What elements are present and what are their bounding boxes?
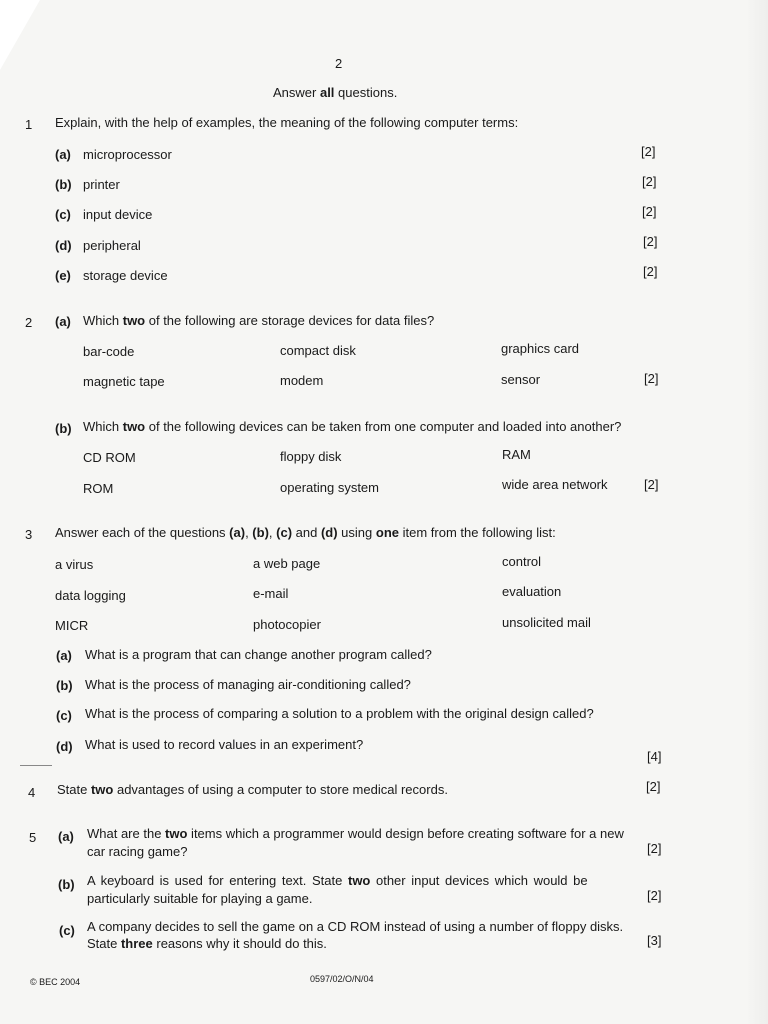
q1a-mark: [2] — [641, 144, 656, 159]
q2b-bold: two — [122, 419, 146, 434]
q1c-mark: [2] — [642, 204, 657, 219]
q3-stem-post: item from the following list: — [399, 525, 556, 540]
q1-stem: Explain, with the help of examples, the meaning of the following computer terms: — [55, 115, 519, 130]
footer-code: 0597/02/O/N/04 — [310, 974, 374, 984]
q2a-pre: Which — [83, 313, 123, 328]
q5c-post: reasons why it should do this. — [152, 936, 327, 951]
q3b-label: (b) — [56, 678, 73, 693]
q4-pre: State — [57, 782, 91, 797]
q5a-line1 — [87, 826, 624, 841]
q5a-post: items which a programmer would design before creating software for a new — [187, 826, 624, 841]
q3-stem-comma: , — [268, 525, 277, 540]
q5a-label: (a) — [58, 829, 74, 844]
q2a-option: sensor — [501, 372, 541, 387]
q3-list-item: photocopier — [253, 617, 321, 632]
q2b-label: (b) — [55, 421, 72, 436]
q2b-text — [83, 419, 621, 434]
q1c-text: input device — [83, 207, 153, 222]
q3-stem-a: (a) — [229, 525, 246, 540]
q2b-pre: Which — [83, 419, 123, 434]
q2b-option: floppy disk — [280, 449, 342, 464]
q5b-bold: two — [347, 873, 371, 888]
q5-number: 5 — [29, 830, 37, 845]
q2b-option: CD ROM — [83, 450, 136, 465]
instruction-pre: Answer — [273, 85, 320, 100]
q1a-label: (a) — [55, 147, 71, 162]
q2a-text — [83, 313, 434, 328]
q3-stem-mid: using — [337, 525, 376, 540]
q2b-option: operating system — [280, 480, 379, 495]
q2a-option: modem — [280, 373, 324, 388]
q3a-label: (a) — [56, 648, 72, 663]
footer-copyright: © BEC 2004 — [30, 977, 81, 987]
q4-mark: [2] — [646, 779, 661, 794]
q2-number: 2 — [25, 315, 33, 330]
q4-number: 4 — [28, 785, 36, 800]
q5b-pre: A keyboard is used for entering text. State — [87, 873, 348, 888]
q5b-mark: [2] — [647, 888, 662, 903]
q2b-post: of the following devices can be taken from one computer and loaded into another? — [145, 419, 622, 434]
q1e-mark: [2] — [643, 264, 658, 279]
q1b-label: (b) — [55, 177, 72, 192]
q3-stem — [55, 525, 556, 540]
q1-number: 1 — [25, 117, 33, 132]
instruction-post: questions. — [334, 85, 398, 100]
q2b-option: RAM — [502, 447, 531, 462]
q2b-option: wide area network — [502, 477, 608, 492]
q3-list-item: a web page — [253, 556, 321, 571]
q5a-mark: [2] — [647, 841, 662, 856]
q1d-label: (d) — [55, 238, 72, 253]
q3-stem-d: (d) — [320, 525, 338, 540]
q1e-text: storage device — [83, 268, 168, 283]
q5c-mark: [3] — [647, 933, 662, 948]
q2b-mark: [2] — [644, 477, 659, 492]
instruction-bold: all — [319, 85, 335, 100]
q5b-line1 — [87, 873, 588, 888]
q2a-label: (a) — [55, 314, 71, 329]
instruction — [273, 85, 397, 100]
q3-mark: [4] — [647, 749, 662, 764]
q1b-text: printer — [83, 177, 120, 192]
q1a-text: microprocessor — [83, 147, 172, 162]
q2a-post: of the following are storage devices for data files? — [145, 313, 435, 328]
q4-bold: two — [90, 782, 114, 797]
q4-text — [57, 782, 448, 797]
q5c-bold: three — [120, 936, 153, 951]
q3-list-item: control — [502, 554, 542, 569]
q4-post: advantages of using a computer to store medical records. — [113, 782, 448, 797]
q3c-label: (c) — [56, 708, 72, 723]
q3-stem-c: (c) — [276, 525, 293, 540]
q3-stem-comma: , — [245, 525, 253, 540]
q1d-mark: [2] — [643, 234, 658, 249]
q2a-option: compact disk — [280, 343, 356, 358]
q2a-option: graphics card — [501, 341, 580, 356]
q2a-option: bar-code — [83, 344, 135, 359]
q3-list-item: MICR — [55, 618, 89, 633]
q5a-pre: What are the — [87, 826, 166, 841]
q5c-label: (c) — [59, 923, 75, 938]
page-number: 2 — [335, 56, 343, 71]
q5b-post: other input devices which would be — [370, 873, 588, 888]
q3-number: 3 — [25, 527, 33, 542]
q3-list-item: a virus — [55, 557, 94, 572]
q5c-line1: A company decides to sell the game on a CD ROM instead of using a number of floppy disks. — [87, 919, 624, 934]
folded-corner — [0, 0, 40, 70]
q1c-label: (c) — [55, 207, 71, 222]
q1e-label: (e) — [55, 268, 71, 283]
q3-list-item: data logging — [55, 588, 126, 603]
q3c-text: What is the process of comparing a solution to a problem with the original design called? — [85, 706, 594, 721]
q3-list-item: unsolicited mail — [502, 615, 591, 630]
q5b-label: (b) — [58, 877, 75, 892]
q1b-mark: [2] — [642, 174, 657, 189]
q3-stem-and: and — [292, 525, 321, 540]
q2a-option: magnetic tape — [83, 374, 165, 389]
q3-list-item: e-mail — [253, 586, 289, 601]
q5b-line2: particularly suitable for playing a game. — [87, 891, 313, 906]
q3-list-item: evaluation — [502, 584, 562, 599]
q3a-text: What is a program that can change another program called? — [85, 647, 432, 662]
q5a-bold: two — [165, 826, 188, 841]
q2b-option: ROM — [83, 481, 114, 496]
q3-stem-b: (b) — [252, 525, 269, 540]
q5c-pre: State — [87, 936, 121, 951]
q3b-text: What is the process of managing air-conditioning called? — [85, 677, 411, 692]
q5c-line2 — [87, 936, 327, 951]
q5a-line2: car racing game? — [87, 844, 188, 859]
margin-dash — [20, 765, 52, 766]
q3-stem-pre: Answer each of the questions — [55, 525, 230, 540]
q2a-bold: two — [122, 313, 146, 328]
q1d-text: peripheral — [83, 238, 141, 253]
page-edge-shadow — [746, 0, 768, 1024]
q2a-mark: [2] — [644, 371, 659, 386]
q3d-label: (d) — [56, 739, 73, 754]
q3d-text: What is used to record values in an experiment? — [85, 737, 364, 752]
q3-stem-one: one — [375, 525, 399, 540]
